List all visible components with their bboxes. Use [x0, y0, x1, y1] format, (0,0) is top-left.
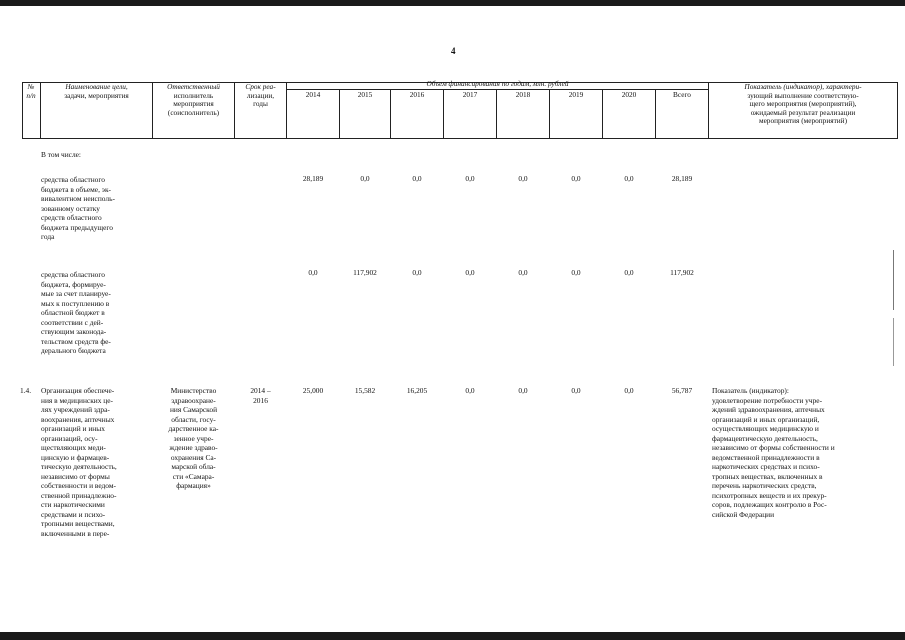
header-year-2015: 2015 — [357, 90, 373, 99]
scan-border-top — [0, 0, 905, 6]
header-year-2014: 2014 — [305, 90, 321, 99]
header-indicator-line: зующий выполнение соответствую- — [747, 90, 859, 100]
row-1-name-line: года — [41, 232, 55, 241]
row-3-responsible-line: охранения Са- — [170, 452, 217, 462]
row-3-indicator-line: ведомственной принадлежности в — [712, 452, 820, 462]
row-3-name-line: цинскую и фармацев- — [41, 452, 110, 462]
row-3-value-total: 56,787 — [671, 386, 693, 395]
row-3-name-line: лях учреждений здра- — [41, 405, 110, 414]
row-3-responsible — [153, 386, 234, 491]
row-3-name-line: ния в медицинских це- — [41, 395, 114, 405]
row-3-name — [41, 386, 149, 538]
row-2-name-line: средства областного — [41, 270, 105, 279]
row-2-name-line: областной бюджет в — [41, 308, 105, 317]
header-indicator-line: ожидаемый результат реализации — [750, 107, 856, 117]
row-1-name-line: средства областного — [41, 175, 105, 184]
row-2-value-2018: 0,0 — [518, 268, 528, 277]
row-2-name-line: тельством средств фе- — [41, 336, 111, 346]
row-3-responsible-line: фармация» — [176, 481, 211, 490]
header-year-2017: 2017 — [462, 90, 478, 99]
row-3-responsible-line: Министерство — [170, 386, 217, 395]
row-1-name-line: зованному остатку — [41, 203, 100, 213]
row-3-number: 1.4. — [20, 386, 32, 395]
row-2-name-line: мых к поступлению в — [41, 298, 110, 308]
row-1-value-total: 28,189 — [671, 174, 693, 183]
row-1-value-2019: 0,0 — [571, 174, 581, 183]
row-1-name-line: бюджета предыдущего — [41, 222, 113, 232]
row-3-indicator-line: Показатель (индикатор): — [712, 386, 789, 395]
row-3-name-line: средствами и психо- — [41, 509, 106, 519]
row-3-name-line: организаций и иных — [41, 424, 105, 433]
row-1-value-2017: 0,0 — [465, 174, 475, 183]
row-3-indicator-line: независимо от формы собственности и — [712, 443, 835, 452]
header-year-2020: 2020 — [621, 90, 637, 99]
row-3-indicator-line: психотропных веществ и их прекур- — [712, 490, 827, 500]
row-2-value-2014: 0,0 — [308, 268, 318, 277]
row-2-value-2020: 0,0 — [624, 268, 634, 277]
row-3-name-line: воохранения, аптечных — [41, 414, 115, 424]
row-3-responsible-line: ждение здраво- — [169, 443, 218, 452]
row-3-value-2018: 0,0 — [518, 386, 528, 395]
row-3-responsible-line: ния Самарской — [169, 405, 218, 414]
row-2-value-2019: 0,0 — [571, 268, 581, 277]
row-2-value-2016: 0,0 — [412, 268, 422, 277]
row-3-indicator-line: соров, подлежащих контролю в Рос- — [712, 500, 827, 509]
header-number-cell — [22, 83, 40, 100]
header-term-line: Срок реа- — [245, 82, 276, 91]
row-2-value-2017: 0,0 — [465, 268, 475, 277]
row-1-name-line: бюджета в объеме, эк- — [41, 184, 111, 194]
row-1-value-2014: 28,189 — [302, 174, 324, 183]
row-3-value-2015: 15,582 — [354, 386, 376, 395]
row-3-name-line: ществляющих меди- — [41, 443, 106, 452]
row-3-responsible-line: зенное учре- — [173, 433, 214, 443]
header-funding-title: Объем финансирования по годам, млн. рублей — [426, 79, 569, 88]
row-3-value-2014: 25,000 — [302, 386, 324, 395]
header-responsible-line: Ответственный — [167, 82, 220, 91]
header-indicator-line: мероприятия (мероприятий) — [758, 116, 848, 126]
row-3-value-2020: 0,0 — [624, 386, 634, 395]
col-border — [897, 82, 898, 138]
header-term-cell — [235, 83, 286, 109]
header-responsible-cell — [153, 83, 234, 117]
row-1-value-2015: 0,0 — [360, 174, 370, 183]
row-1-value-2016: 0,0 — [412, 174, 422, 183]
row-3-indicator — [712, 386, 882, 519]
row-3-name-line: включенными в пере- — [41, 528, 110, 538]
row-3-responsible-line: здравоохране- — [171, 395, 216, 405]
row-3-term-line: 2014 – — [250, 386, 271, 395]
row-3-term-line: 2016 — [253, 395, 268, 405]
row-3-name-line: организаций, осу- — [41, 433, 98, 443]
header-number-line: № — [27, 82, 35, 91]
row-3-indicator-line: удовлетворение потребности учре- — [712, 395, 823, 405]
header-year-2018: 2018 — [515, 90, 531, 99]
row-2-value-total: 117,902 — [670, 268, 694, 277]
row-3-term — [235, 386, 286, 405]
row-3-indicator-line: тропных веществах, включенных в — [712, 471, 823, 481]
row-3-indicator-line: сийской Федерации — [712, 509, 775, 519]
header-indicator-line: щего мероприятия (мероприятий), — [749, 99, 857, 109]
row-3-name-line: независимо от формы — [41, 471, 110, 481]
row-3-value-2017: 0,0 — [465, 386, 475, 395]
header-term-line: годы — [253, 99, 268, 109]
row-3-responsible-line: области, госу- — [171, 414, 216, 424]
row-3-value-2019: 0,0 — [571, 386, 581, 395]
row-3-indicator-line: осуществляющих медицинскую и — [712, 424, 819, 433]
header-indicator-line: Показатель (индикатор), характери- — [744, 82, 862, 91]
row-1-name — [41, 175, 149, 242]
header-responsible-line: мероприятия — [173, 99, 214, 109]
row-3-indicator-line: ждений здравоохранения, аптечных — [712, 405, 825, 414]
row-1-name-line: средств областного — [41, 213, 102, 222]
header-indicator-cell — [709, 83, 897, 126]
header-responsible-line: (соисполнитель) — [167, 107, 220, 117]
funding-subheader-rule — [286, 89, 708, 90]
row-2-name-line: соответствии с дей- — [41, 317, 104, 327]
row-3-value-2016: 16,205 — [406, 386, 428, 395]
row-label-including: В том числе: — [41, 150, 81, 159]
row-2-name-line: мые за счет планируе- — [41, 289, 111, 298]
header-year-2019: 2019 — [568, 90, 584, 99]
page-number: 4 — [451, 46, 456, 56]
row-3-name-line: тическую деятельность, — [41, 462, 117, 471]
row-2-name-line: бюджета, формируе- — [41, 279, 106, 289]
header-bottom-rule — [22, 138, 898, 139]
row-3-name-line: Организация обеспече- — [41, 386, 115, 395]
row-3-name-line: сти наркотическими — [41, 500, 105, 509]
row-3-indicator-line: перечень наркотических средств, — [712, 481, 817, 490]
row-3-responsible-line: марской обла- — [171, 462, 216, 471]
row-3-responsible-line: дарственное ка- — [168, 424, 219, 433]
row-2-value-2015: 117,902 — [353, 268, 377, 277]
row-2-name-line: дерального бюджета — [41, 346, 106, 355]
row-1-value-2020: 0,0 — [624, 174, 634, 183]
row-3-responsible-line: сти «Самара- — [172, 471, 215, 481]
row-3-name-line: ственной принадлежно- — [41, 490, 117, 500]
header-term-line: лизации, — [246, 90, 275, 100]
row-2-name-line: ствующим законода- — [41, 327, 107, 336]
scan-artifact-mark — [893, 250, 894, 310]
scan-border-bottom — [0, 632, 905, 640]
row-3-indicator-line: фармацевтическую деятельность, — [712, 433, 818, 443]
header-year-total: Всего — [673, 90, 691, 99]
row-1-value-2018: 0,0 — [518, 174, 528, 183]
header-name-cell — [41, 83, 152, 100]
row-3-indicator-line: организаций и иных организаций, — [712, 414, 820, 424]
row-2-name — [41, 270, 149, 356]
row-3-name-line: собственности и ведом- — [41, 481, 116, 490]
scan-artifact-mark — [893, 318, 894, 366]
header-name-line: задачи, мероприятия — [64, 90, 129, 100]
row-3-indicator-line: наркотических средствах и психо- — [712, 462, 820, 471]
header-responsible-line: исполнитель — [173, 90, 214, 100]
header-number-line: п/п — [26, 90, 36, 100]
header-name-line: Наименование цели, — [65, 82, 128, 91]
header-year-2016: 2016 — [409, 90, 425, 99]
row-1-name-line: вивалентном неисполь- — [41, 194, 115, 203]
row-3-name-line: тропными веществами, — [41, 519, 115, 528]
